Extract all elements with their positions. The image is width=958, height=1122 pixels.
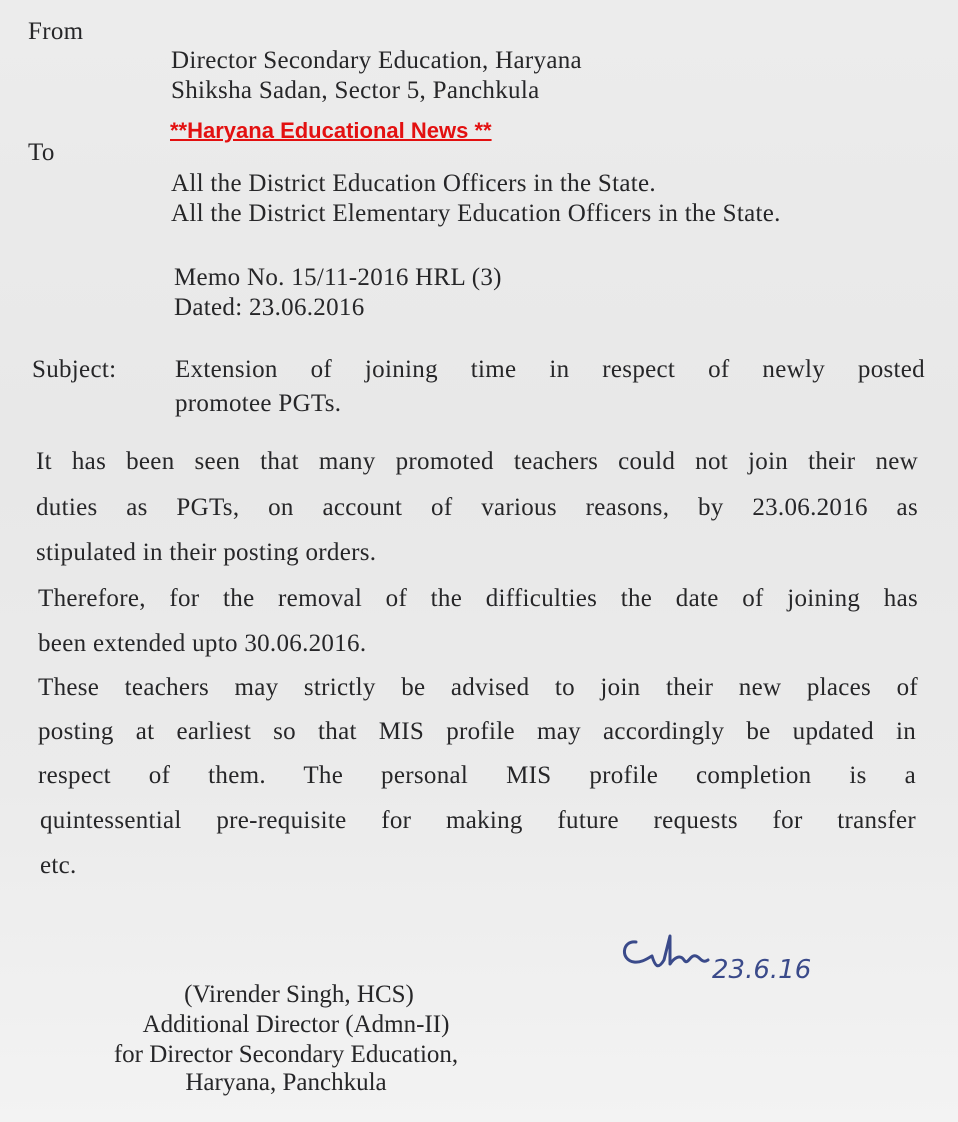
body-line-4: Therefore, for the removal of the difficulties the date of joining has [38,585,918,612]
body-line-6: These teachers may strictly be advised to join their new places of [38,674,918,701]
signatory-location: Haryana, Panchkula [185,1069,387,1096]
subject-line-2: promotee PGTs. [175,390,342,417]
body-line-10: etc. [40,852,77,879]
body-line-9: quintessential pre-requisite for making future requests for transfer [40,807,916,834]
signatory-name: (Virender Singh, HCS) [184,981,414,1008]
signatory-office: for Director Secondary Education, [113,1041,459,1068]
memo-date: Dated: 23.06.2016 [174,294,365,321]
to-line-1: All the District Education Officers in the State. [171,170,656,197]
memo-number: Memo No. 15/11-2016 HRL (3) [174,264,502,291]
watermark-text: **Haryana Educational News ** [170,118,492,143]
subject-line-1: Extension of joining time in respect of newly posted [175,356,925,383]
subject-label: Subject: [32,356,117,383]
from-label: From [28,18,84,45]
body-line-2: duties as PGTs, on account of various reasons, by 23.06.2016 as [36,494,918,521]
body-line-3: stipulated in their posting orders. [36,539,377,566]
body-line-7: posting at earliest so that MIS profile may accordingly be updated in [38,718,916,745]
to-label: To [28,139,55,166]
to-line-2: All the District Elementary Education Officers in the State. [171,200,781,227]
signatory-designation: Additional Director (Admn-II) [142,1011,450,1038]
body-line-1: It has been seen that many promoted teachers could not join their new [36,448,918,475]
body-line-5: been extended upto 30.06.2016. [38,630,367,657]
from-line-2: Shiksha Sadan, Sector 5, Panchkula [171,77,540,104]
from-line-1: Director Secondary Education, Haryana [171,47,582,74]
body-line-8: respect of them. The personal MIS profile completion is a [38,762,916,789]
signature-date: 23.6.16 [712,955,812,985]
